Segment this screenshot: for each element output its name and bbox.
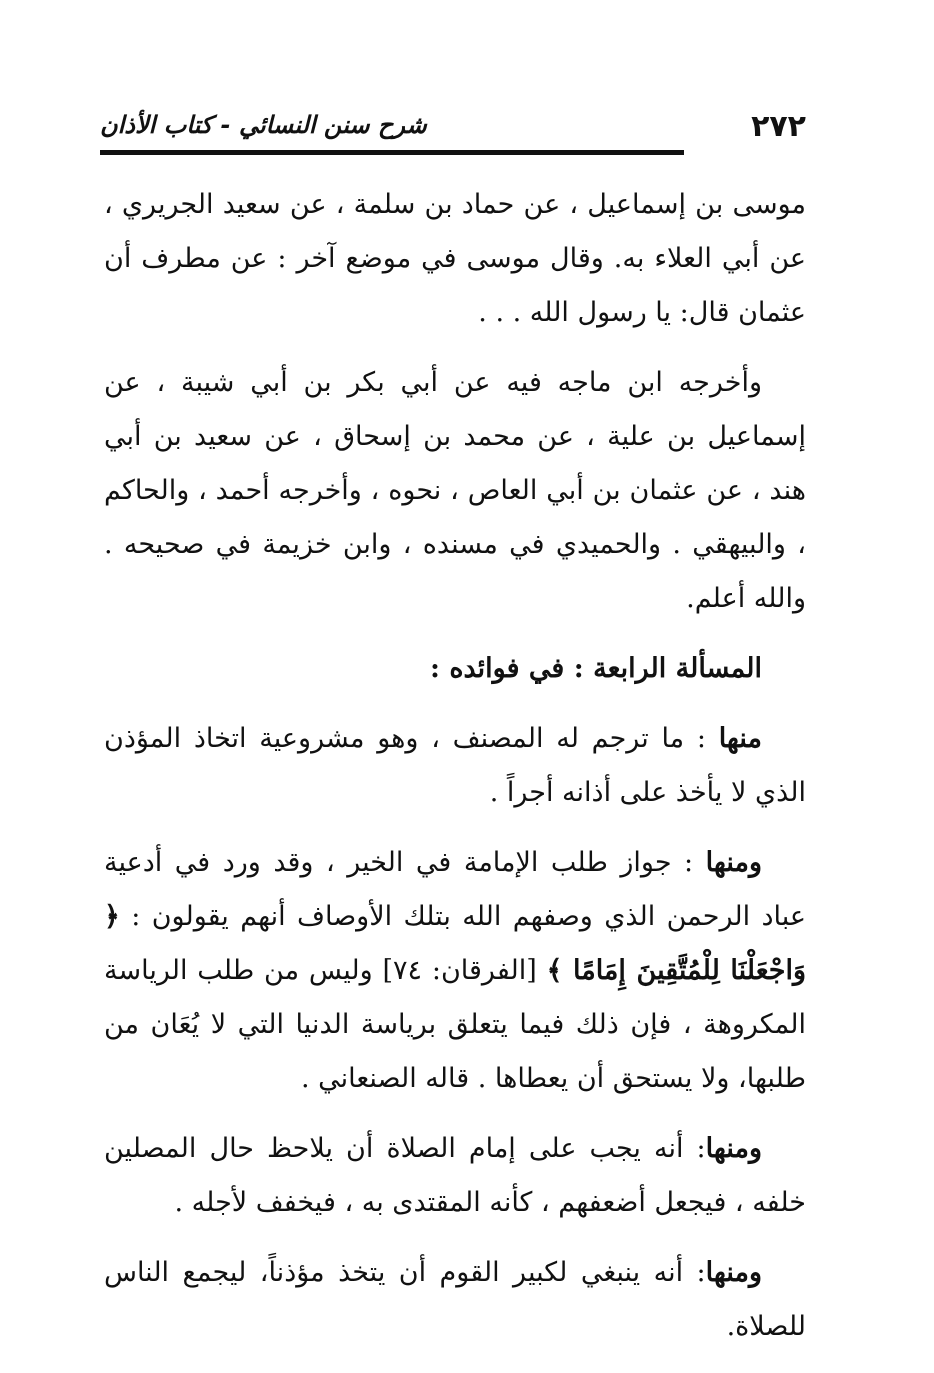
benefit-label: منها (718, 723, 762, 754)
benefit-label: ومنها (705, 1133, 762, 1164)
page-body (104, 178, 806, 1370)
benefit-label: ومنها (705, 847, 762, 878)
benefit-text: : جواز طلب الإمامة في الخير ، وقد ورد في أدعية عباد الرحمن الذي وصفهم الله بتلك الأوصاف أنهم يقولون : (104, 847, 806, 932)
header-rule (100, 150, 684, 155)
benefit-4 (104, 1246, 806, 1354)
benefit-text-continued: [الفرقان: ٧٤] وليس من طلب الرياسة المكروهة ، فإن ذلك فيما يتعلق برياسة الدنيا التي لا يُعَان من طلبها، ولا يستحق أن يعطاها . قاله الصنعاني . (104, 955, 806, 1094)
benefit-1 (104, 712, 806, 820)
section-heading-text: المسألة الرابعة : في فوائده : (429, 653, 762, 684)
benefit-label: ومنها (705, 1257, 762, 1288)
benefit-text: : أنه ينبغي لكبير القوم أن يتخذ مؤذناً، ليجمع الناس للصلاة. (104, 1257, 806, 1342)
benefit-2 (104, 836, 806, 1106)
benefit-text: : أنه يجب على إمام الصلاة أن يلاحظ حال المصلين خلفه ، فيجعل أضعفهم ، كأنه المقتدى به ، فيخفف لأجله . (104, 1133, 806, 1218)
benefit-text: : ما ترجم له المصنف ، وهو مشروعية اتخاذ المؤذن الذي لا يأخذ على أذانه أجراً . (104, 723, 806, 808)
benefit-3 (104, 1122, 806, 1230)
section-heading (104, 642, 806, 696)
paragraph-text: وأخرجه ابن ماجه فيه عن أبي بكر بن أبي شيبة ، عن إسماعيل بن علية ، عن محمد بن إسحاق ، عن سعيد بن أبي هند ، عن عثمان بن أبي العاص ، نحوه ، وأخرجه أحمد ، والحاكم ، والبيهقي . والحميدي في مسنده ، وابن خزيمة في صحيحه . والله أعلم. (104, 367, 806, 614)
book-title: شرح سنن النسائي - كتاب الأذان (100, 111, 427, 139)
paragraph-2 (104, 356, 806, 626)
quran-verse: ﴿ وَاجْعَلْنَا لِلْمُتَّقِينَ إِمَامًا ﴾ (104, 901, 806, 986)
running-head (100, 108, 806, 146)
paragraph-1 (104, 178, 806, 340)
page-number: ٢٧٢ (751, 109, 806, 144)
paragraph-text: موسى بن إسماعيل ، عن حماد بن سلمة ، عن سعيد الجريري ، عن أبي العلاء به. وقال موسى في موضع آخر : عن مطرف أن عثمان قال: يا رسول الله . . . (104, 189, 806, 328)
